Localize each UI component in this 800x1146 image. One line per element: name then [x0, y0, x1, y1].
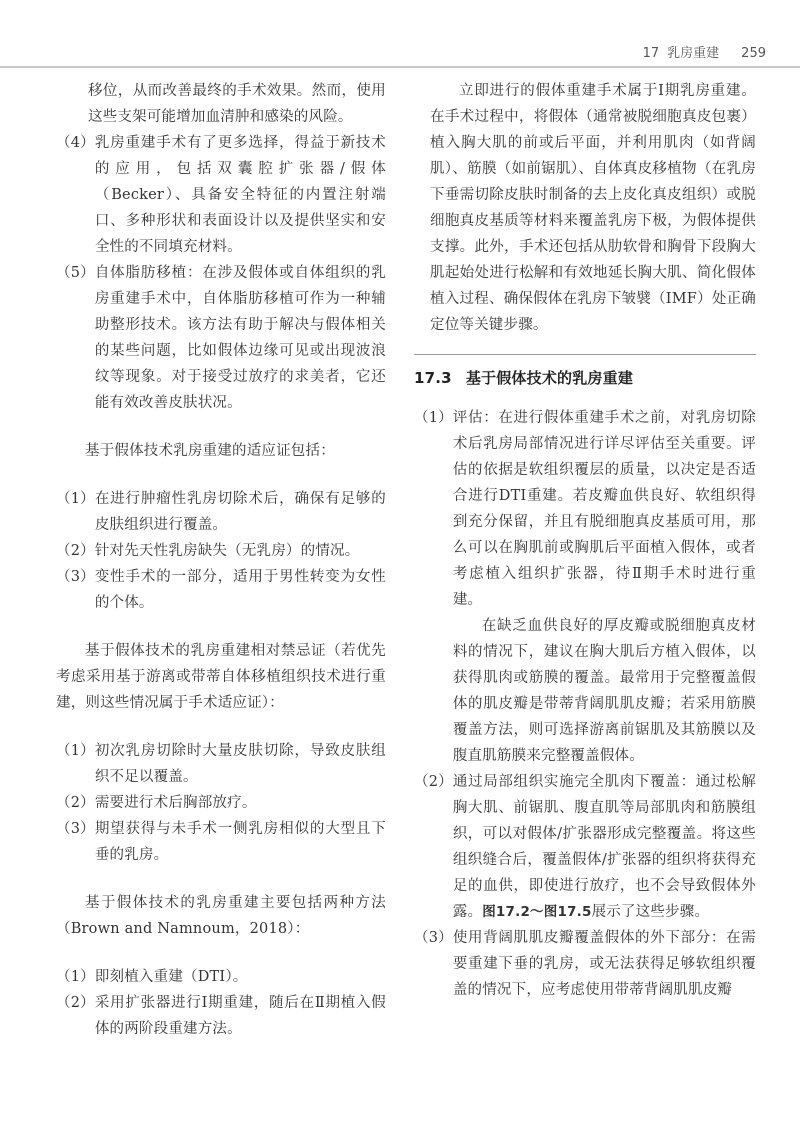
list-item — [56, 816, 386, 868]
list-item — [56, 486, 386, 538]
list-item — [414, 925, 756, 1003]
list-number: （2） — [56, 795, 95, 811]
list-number: （3） — [56, 821, 95, 837]
list-number: （1） — [414, 410, 453, 426]
list-text: 采用扩张器进行Ⅰ期重建，随后在Ⅱ期植入假体的两阶段重建方法。 — [94, 995, 386, 1037]
list-item — [56, 990, 386, 1042]
right-column — [414, 78, 756, 1003]
chapter-number: 17 — [642, 46, 660, 61]
list-text: 期望获得与未手术一侧乳房相似的大型且下垂的乳房。 — [94, 821, 386, 863]
methods-intro: 基于假体技术的乳房重建主要包括两种方法（Brown and Namnoum，2018）： — [56, 895, 386, 937]
section-heading — [414, 365, 756, 391]
list-item — [56, 538, 386, 564]
list-number: （5） — [56, 265, 95, 281]
page-header — [0, 0, 800, 66]
figure-reference: 图17.2～图17.5 — [482, 904, 592, 920]
list-item — [56, 790, 386, 816]
list-text: 在进行肿瘤性乳房切除术后，确保有足够的皮肤组织进行覆盖。 — [94, 491, 386, 533]
continued-text: 移位，从而改善最终的手术效果。然而，使用这些支架可能增加血清肿和感染的风险。 — [88, 83, 386, 125]
list-number: （1） — [56, 491, 95, 507]
list-number: （3） — [414, 930, 453, 946]
list-text: 乳房重建手术有了更多选择，得益于新技术的应用，包括双囊腔扩张器/假体（Becker）、具备安全特征的内置注射端口、多种形状和表面设计以及提供坚实和安全性的不同填充材料。 — [94, 135, 386, 255]
list-text: 使用背阔肌肌皮瓣覆盖假体的外下部分：在需要重建下垂的乳房，或无法获得足够软组织覆盖的情况下，应考虑使用带蒂背阔肌肌皮瓣 — [452, 930, 756, 998]
list-item — [414, 769, 756, 925]
running-head — [635, 42, 766, 61]
list-text: 针对先天性乳房缺失（无乳房）的情况。 — [94, 543, 360, 559]
list-number: （3） — [56, 569, 95, 585]
indications-intro: 基于假体技术乳房重建的适应证包括： — [85, 443, 335, 459]
list-item — [414, 405, 756, 769]
section-rule — [414, 354, 756, 355]
list-text: 变性手术的一部分，适用于男性转变为女性的个体。 — [94, 569, 386, 611]
list-text: 即刻植入重建（DTI）。 — [94, 969, 248, 985]
list-item — [56, 738, 386, 790]
list-number: （1） — [56, 969, 95, 985]
list-number: （2） — [56, 995, 95, 1011]
list-text: 需要进行术后胸部放疗。 — [94, 795, 257, 811]
list-text: 评估：在进行假体重建手术之前，对乳房切除术后乳房局部情况进行详尽评估至关重要。评估的依据是软组织覆层的质量，以决定是否适合进行DTI重建。若皮瓣血供良好、软组织得到充分保留，并且有脱细胞真皮基质可用，那么可以在胸肌前或胸肌后平面植入假体，或者考虑植入组织扩张器，待Ⅱ期手术时进行重建。 — [452, 410, 756, 608]
dti-paragraph: 立即进行的假体重建手术属于Ⅰ期乳房重建。在手术过程中，将假体（通常被脱细胞真皮包裹）植入胸大肌的前或后平面，并利用肌肉（如背阔肌）、筋膜（如前锯肌）、自体真皮移植物（在乳房下垂需切除皮肤时制备的去上皮化真皮组织）或脱细胞真皮基质等材料来覆盖乳房下极，为假体提供支撑。此外，手术还包括从肋软骨和胸骨下段胸大肌起始处进行松解和有效地延长胸大肌、简化假体植入过程、确保假体在乳房下皱襞（IMF）处正确定位等关键步骤。 — [430, 83, 756, 333]
section-number: 17.3 — [414, 369, 452, 387]
list-number: （4） — [56, 135, 95, 151]
list-item — [56, 260, 386, 416]
list-number: （2） — [414, 774, 453, 790]
list-item — [56, 130, 386, 260]
list-number: （1） — [56, 743, 95, 759]
list-text: 初次乳房切除时大量皮肤切除，导致皮肤组织不足以覆盖。 — [94, 743, 386, 785]
section-title: 基于假体技术的乳房重建 — [465, 369, 634, 387]
header-rule — [0, 66, 800, 68]
chapter-title: 乳房重建 — [667, 46, 720, 61]
list-text-paragraph: 在缺乏血供良好的厚皮瓣或脱细胞真皮材料的情况下，建议在胸大肌后方植入假体，以获得肌肉或筋膜的覆盖。最常用于完整覆盖假体的肌皮瓣是带蒂背阔肌肌皮瓣；若采用筋膜覆盖方法，则可选择游离前锯肌及其筋膜以及腹直肌筋膜来完整覆盖假体。 — [452, 618, 756, 764]
page-number: 259 — [741, 46, 766, 61]
list-text-tail: 展示了这些步骤。 — [591, 904, 710, 920]
list-text: 自体脂肪移植：在涉及假体或自体组织的乳房重建手术中，自体脂肪移植可作为一种辅助整形技术。该方法有助于解决与假体相关的某些问题，比如假体边缘可见或出现波浪纹等现象。对于接受过放疗的求美者，它还能有效改善皮肤状况。 — [94, 265, 386, 411]
list-text: 通过局部组织实施完全肌肉下覆盖：通过松解胸大肌、前锯肌、腹直肌等局部肌肉和筋膜组织，可以对假体/扩张器形成完整覆盖。将这些组织缝合后，覆盖假体/扩张器的组织将获得充足的血供，即使进行放疗，也不会导致假体外露。 — [452, 774, 756, 920]
list-item — [56, 964, 386, 990]
contraindications-intro: 基于假体技术的乳房重建相对禁忌证（若优先考虑采用基于游离或带蒂自体移植组织技术进行重建，则这些情况属于手术适应证）： — [56, 643, 386, 711]
list-item — [56, 564, 386, 616]
list-number: （2） — [56, 543, 95, 559]
left-column — [56, 78, 386, 1042]
